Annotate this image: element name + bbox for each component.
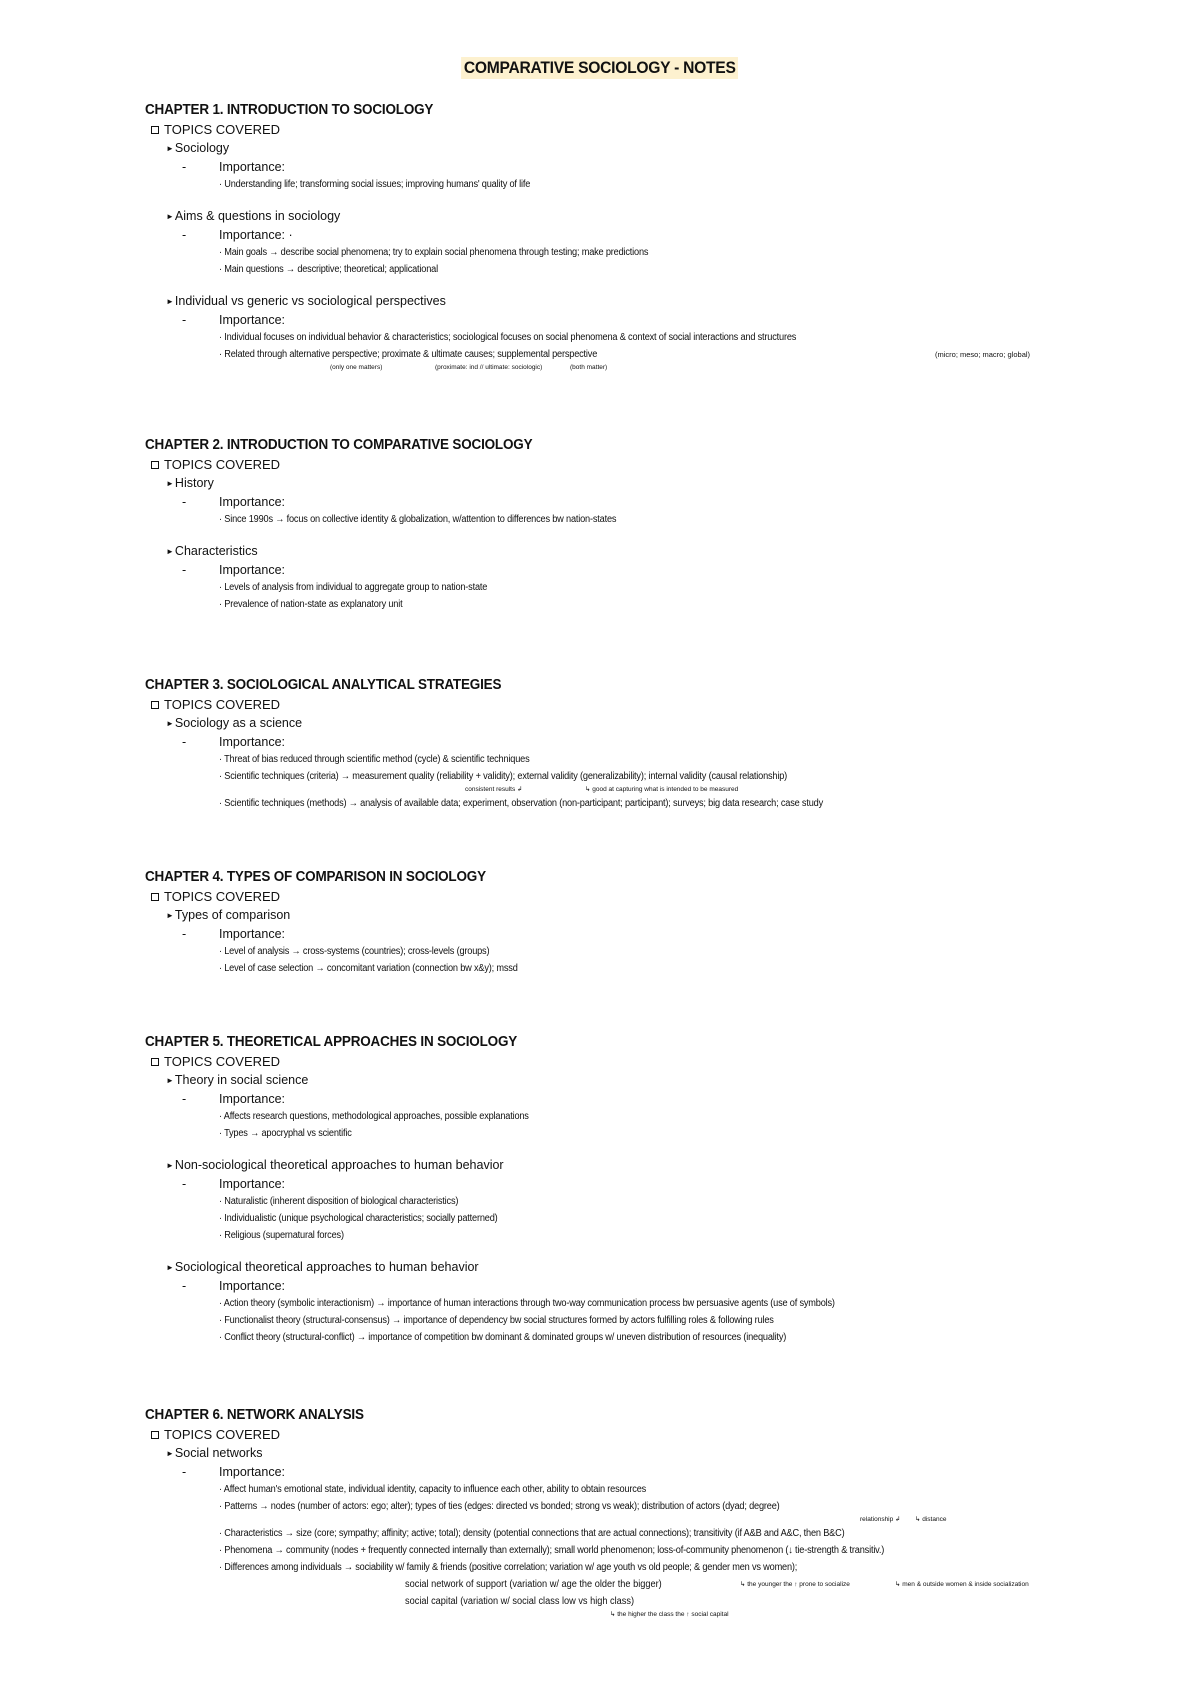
note-item: · Differences among individuals → sociability w/ family & friends (positive correlation; variation w/ age youth vs old people; & gender men vs women); <box>219 1562 798 1573</box>
note-item: · Functionalist theory (structural-consensus) → importance of dependency bw social structures formed by actors fulfilling roles & following rules <box>219 1315 774 1326</box>
note-item: · Understanding life; transforming social issues; improving humans' quality of life <box>219 179 531 190</box>
chapter-5 <box>145 1032 1125 1346</box>
note-item: · Threat of bias reduced through scientific method (cycle) & scientific techniques <box>219 754 530 765</box>
chapter-6 <box>145 1405 1125 1620</box>
arrow-bullet-icon: ► <box>166 479 174 489</box>
note-item: · Level of case selection → concomitant variation (connection bw x&y); mssd <box>219 963 518 974</box>
dash-bullet: - <box>182 1177 187 1191</box>
topics-covered: TOPICS COVERED <box>151 1425 1125 1444</box>
topic-heading: ►History <box>166 476 214 490</box>
chapter-title: CHAPTER 6. NETWORK ANALYSIS <box>145 1407 364 1423</box>
note-continuation: social capital (variation w/ social class low vs high class) <box>405 1596 635 1607</box>
importance-row: - Importance: <box>182 313 286 327</box>
document-title: COMPARATIVE SOCIOLOGY - NOTES <box>461 57 738 79</box>
topic-heading: ►Aims & questions in sociology <box>166 209 341 223</box>
importance-row: - Importance: <box>182 927 286 941</box>
note-item: · Religious (supernatural forces) <box>219 1230 344 1241</box>
note-item: · Scientific techniques (criteria) → measurement quality (reliability + validity); external validity (generalizability); internal validity (causal relationship) <box>219 771 788 782</box>
note-item: · Main questions → descriptive; theoretical; applicational <box>219 264 438 275</box>
importance-row: - Importance: <box>182 1177 286 1191</box>
note-item: · Phenomena → community (nodes + frequently connected internally than externally); small world phenomenon; loss-of-community phenomenon (↓ tie-strength & transitiv.) <box>219 1545 885 1556</box>
note-item: · Prevalence of nation-state as explanatory unit <box>219 599 403 610</box>
importance-row: - Importance: <box>182 1279 286 1293</box>
topic-heading: ►Non-sociological theoretical approaches to human behavior <box>166 1158 504 1172</box>
note-item: · Individual focuses on individual behavior & characteristics; sociological focuses on social phenomena & context of social interactions and structures <box>219 332 797 343</box>
chapter-4 <box>145 867 1125 977</box>
note-item: · Types → apocryphal vs scientific <box>219 1128 352 1139</box>
note-item: · Level of analysis → cross-systems (countries); cross-levels (groups) <box>219 946 490 957</box>
topic-heading: ►Social networks <box>166 1446 263 1460</box>
importance-row: - Importance: <box>182 1092 286 1106</box>
dash-bullet: - <box>182 1279 187 1293</box>
checkbox-square-icon <box>151 1058 159 1066</box>
note-item: · Levels of analysis from individual to aggregate group to nation-state <box>219 582 488 593</box>
note-item: · Related through alternative perspective; proximate & ultimate causes; supplemental perspective <box>219 349 598 360</box>
checkbox-square-icon <box>151 893 159 901</box>
note-item: · Since 1990s → focus on collective identity & globalization, w/attention to differences bw nation-states <box>219 514 617 525</box>
topic-heading: ►Individual vs generic vs sociological perspectives <box>166 294 446 308</box>
importance-row: - Importance: <box>182 563 286 577</box>
dash-bullet: - <box>182 160 187 174</box>
importance-row: - Importance: <box>182 1465 286 1479</box>
dash-bullet: - <box>182 1465 187 1479</box>
topics-covered: TOPICS COVERED <box>151 887 1125 906</box>
chapter-1 <box>145 100 1125 373</box>
arrow-bullet-icon: ► <box>166 1161 174 1171</box>
chapter-title: CHAPTER 1. INTRODUCTION TO SOCIOLOGY <box>145 102 434 118</box>
note-item: · Action theory (symbolic interactionism) → importance of human interactions through two-way communication process bw persuasive agents (use of symbols) <box>219 1298 835 1309</box>
dash-bullet: - <box>182 1092 187 1106</box>
note-item: · Main goals → describe social phenomena; try to explain social phenomena through testing; make predictions <box>219 247 649 258</box>
importance-row: - Importance: <box>182 160 286 174</box>
note-continuation: social network of support (variation w/ age the older the bigger) <box>405 1579 662 1590</box>
importance-row: - Importance: <box>182 495 286 509</box>
note-item: · Affect human's emotional state, individual identity, capacity to influence each other, ability to obtain resources <box>219 1484 647 1495</box>
annotation-row: ↳ the higher the class the ↑ social capital <box>610 1611 729 1618</box>
chapter-title: CHAPTER 5. THEORETICAL APPROACHES IN SOCIOLOGY <box>145 1034 518 1050</box>
note-item: · Individualistic (unique psychological characteristics; socially patterned) <box>219 1213 498 1224</box>
note-item: · Characteristics → size (core; sympathy; affinity; active; total); density (potential connections that are actual connections); transitivity (if A&B and A&C, then B&C) <box>219 1528 845 1539</box>
note-item: · Naturalistic (inherent disposition of biological characteristics) <box>219 1196 459 1207</box>
note-item: · Scientific techniques (methods) → analysis of available data; experiment, observation (non-participant; participant); surveys; big data research; case study <box>219 798 824 809</box>
arrow-bullet-icon: ► <box>166 212 174 222</box>
note-item: · Patterns → nodes (number of actors: ego; alter); types of ties (edges: directed vs bonded; strong vs weak); distribution of actors (dyad; degree) <box>219 1501 780 1512</box>
dash-bullet: - <box>182 563 187 577</box>
note-item: · Affects research questions, methodological approaches, possible explanations <box>219 1111 529 1122</box>
dash-bullet: - <box>182 313 187 327</box>
arrow-bullet-icon: ► <box>166 1076 174 1086</box>
title-row <box>0 57 1200 79</box>
arrow-bullet-icon: ► <box>166 297 174 307</box>
arrow-bullet-icon: ► <box>166 911 174 921</box>
checkbox-square-icon <box>151 126 159 134</box>
chapter-title: CHAPTER 4. TYPES OF COMPARISON IN SOCIOLOGY <box>145 869 486 885</box>
topics-covered: TOPICS COVERED <box>151 120 1125 139</box>
topic-heading: ►Types of comparison <box>166 908 291 922</box>
arrow-bullet-icon: ► <box>166 144 174 154</box>
importance-row: - Importance: <box>182 735 286 749</box>
note-item: · Conflict theory (structural-conflict) → importance of competition bw dominant & dominated groups w/ uneven distribution of resources (inequality) <box>219 1332 787 1343</box>
continuation-row: social network of support (variation w/ age the older the bigger) ↳ the younger the ↑ prone to socialize ↳ men & outside women & inside socialization <box>145 1576 1125 1593</box>
dash-bullet: - <box>182 735 187 749</box>
annotation-row: relationship ↲ ↳ distance <box>860 1516 947 1523</box>
checkbox-square-icon <box>151 1431 159 1439</box>
arrow-bullet-icon: ► <box>166 547 174 557</box>
checkbox-square-icon <box>151 701 159 709</box>
chapter-2 <box>145 435 1125 613</box>
arrow-bullet-icon: ► <box>166 1263 174 1273</box>
arrow-bullet-icon: ► <box>166 1449 174 1459</box>
topic-heading: ►Sociology <box>166 141 230 155</box>
topic-heading: ►Sociology as a science <box>166 716 303 730</box>
dash-bullet: - <box>182 927 187 941</box>
annotation-row: consistent results ↲ ↳ good at capturing what is intended to be measured <box>465 786 739 793</box>
topic-heading: ►Characteristics <box>166 544 258 558</box>
chapter-title: CHAPTER 3. SOCIOLOGICAL ANALYTICAL STRATEGIES <box>145 677 502 693</box>
topic-heading: ►Sociological theoretical approaches to human behavior <box>166 1260 479 1274</box>
side-annotation: (micro; meso; macro; global) <box>935 350 1031 359</box>
arrow-bullet-icon: ► <box>166 719 174 729</box>
checkbox-square-icon <box>151 461 159 469</box>
chapter-3 <box>145 675 1125 812</box>
topics-covered: TOPICS COVERED <box>151 1052 1125 1071</box>
dash-bullet: - <box>182 495 187 509</box>
annotation-row: (only one matters) (proximate: ind // ultimate: sociologic) (both matter) <box>330 364 608 371</box>
chapter-title: CHAPTER 2. INTRODUCTION TO COMPARATIVE SOCIOLOGY <box>145 437 533 453</box>
topics-covered: TOPICS COVERED <box>151 455 1125 474</box>
importance-row: - Importance: · <box>182 228 293 242</box>
topics-covered: TOPICS COVERED <box>151 695 1125 714</box>
topic-heading: ►Theory in social science <box>166 1073 309 1087</box>
dash-bullet: - <box>182 228 187 242</box>
